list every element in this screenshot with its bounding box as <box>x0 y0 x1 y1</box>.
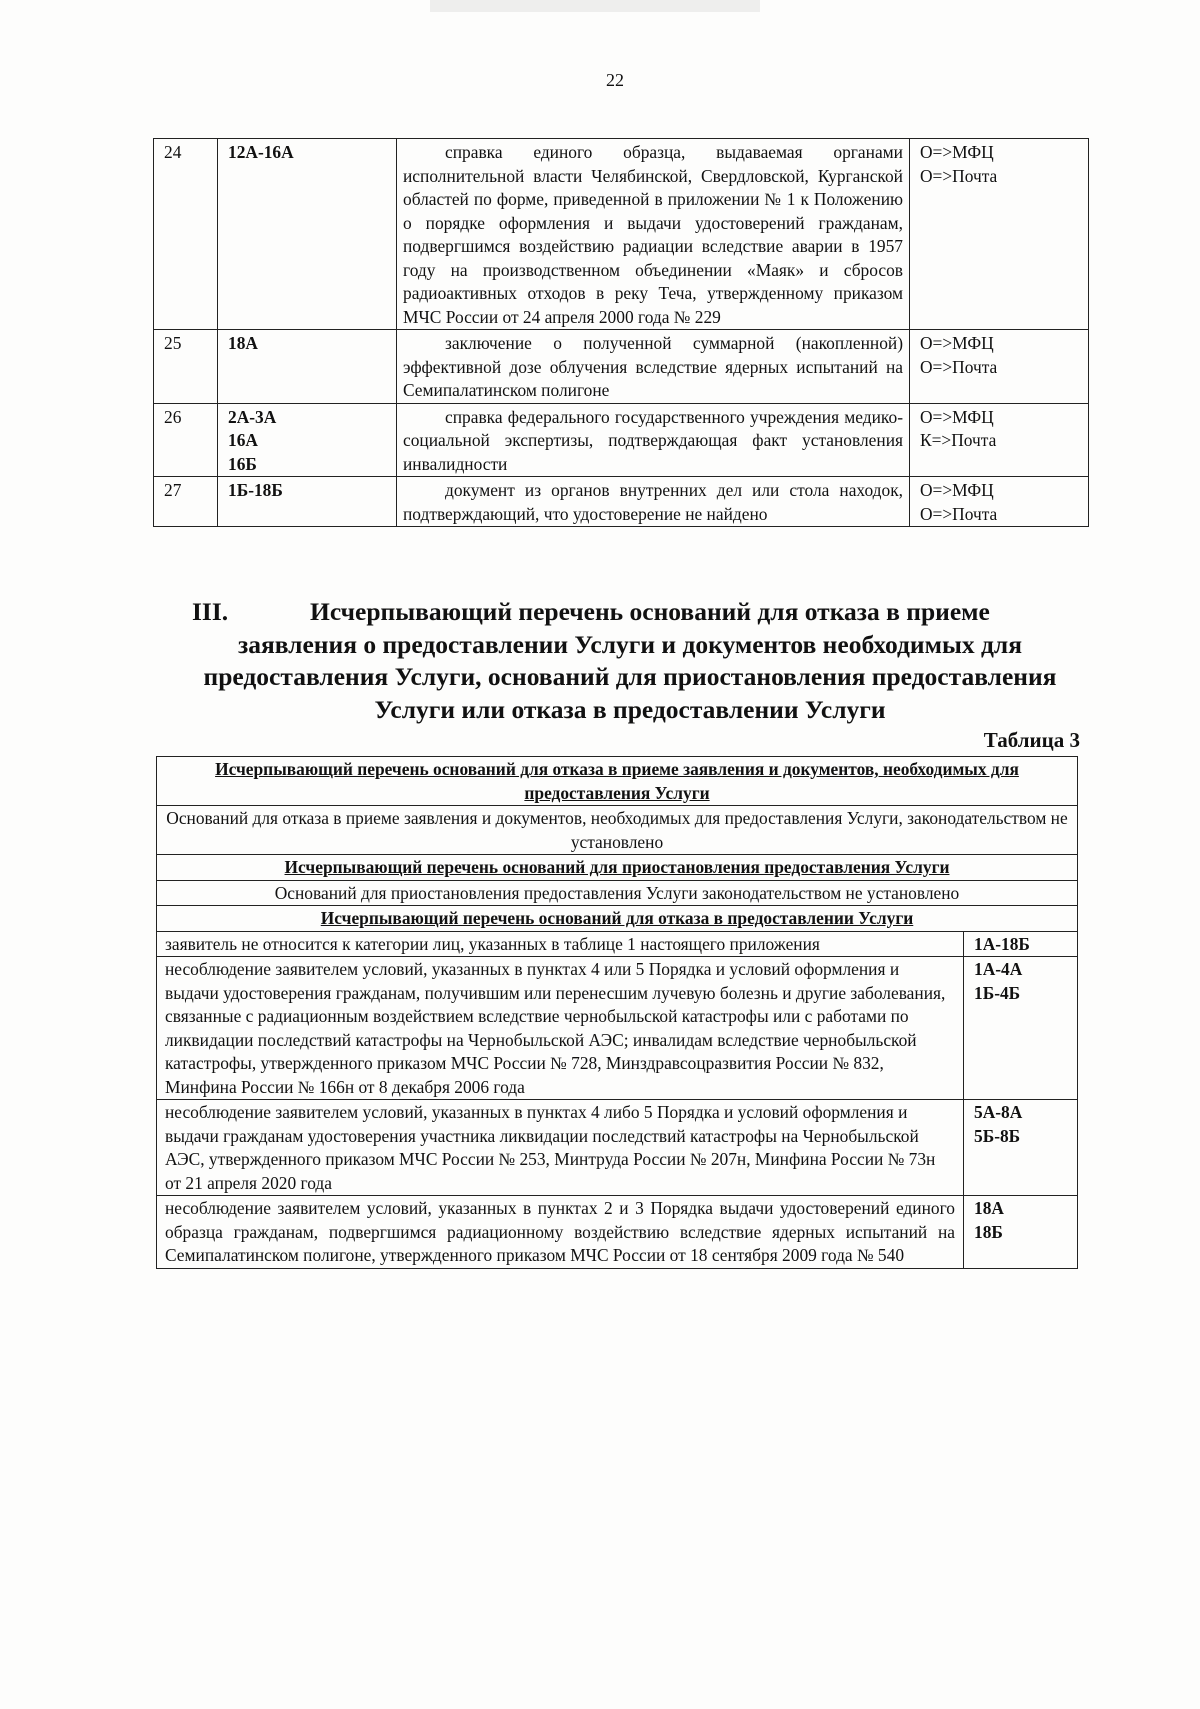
category-codes: 12А-16А <box>218 139 397 330</box>
refusal-reason: несоблюдение заявителем условий, указанных в пунктах 4 или 5 Порядка и условий оформления и выдачи удостоверения гражданам, получившим или перенесшим лучевую болезнь и другие заболевания, связанные с радиационным воздействием вследствие чернобыльской катастрофы или с работами по ликвидации последствий катастрофы на Чернобыльской АЭС; инвалидам вследствие чернобыльской катастрофы, утвержденного приказом МЧС России № 728, Минздравсоцразвития России № 832, Минфина России № 166н от 8 декабря 2006 года <box>157 957 964 1100</box>
section-heading <box>190 596 1070 726</box>
row-number: 26 <box>154 403 218 477</box>
header-refusal-grounds <box>157 906 1078 932</box>
category-codes: 1Б-18Б <box>218 477 397 527</box>
submission-route: О=>МФЦ О=>Почта <box>910 139 1089 330</box>
refusal-codes: 1А-4А 1Б-4Б <box>964 957 1078 1100</box>
row-number: 27 <box>154 477 218 527</box>
category-codes: 2А-3А 16А 16Б <box>218 403 397 477</box>
document-description: справка федерального государственного учреждения медико-социальной экспертизы, подтверждающая факт установления инвалидности <box>397 403 910 477</box>
scan-artifact <box>0 0 1200 12</box>
section-title-line1: Исчерпывающий перечень оснований для отказа в приеме <box>310 597 990 626</box>
document-description: документ из органов внутренних дел или стола находок, подтверждающий, что удостоверение не найдено <box>397 477 910 527</box>
refusal-reason: несоблюдение заявителем условий, указанных в пунктах 4 либо 5 Порядка и условий оформления и выдачи гражданам удостоверения участника ликвидации последствий катастрофы на Чернобыльской АЭС, утвержденного приказом МЧС России № 253, Минтруда России № 207н, Минфина России № 73н от 21 апреля 2020 года <box>157 1100 964 1196</box>
refusal-reason: несоблюдение заявителем условий, указанных в пунктах 2 и 3 Порядка выдачи удостоверений единого образца гражданам, подвергшимся радиационному воздействию вследствие ядерных испытаний на Семипалатинском полигоне, утвержденного приказом МЧС России от 18 сентября 2009 года № 540 <box>157 1196 964 1269</box>
row-number: 25 <box>154 330 218 404</box>
submission-route: О=>МФЦ К=>Почта <box>910 403 1089 477</box>
row-number: 24 <box>154 139 218 330</box>
table-row <box>157 906 1078 932</box>
header-suspension-grounds <box>157 855 1078 881</box>
table-row <box>157 806 1078 855</box>
submission-route: О=>МФЦ О=>Почта <box>910 477 1089 527</box>
document-description: справка единого образца, выдаваемая органами исполнительной власти Челябинской, Свердловской, Курганской областей по форме, приведенной в приложении № 1 к Положению о порядке оформления и выдачи удостоверений гражданам, подвергшимся воздействию радиации вследствие аварии в 1957 году на производственном объединении «Маяк» и сбросов радиоактивных отходов в реку Теча, утвержденному приказом МЧС России от 24 апреля 2000 года № 229 <box>397 139 910 330</box>
section-title-rest: заявления о предоставлении Услуги и документов необходимых для предоставления Услуги, оснований для приостановления предоставления Услуги или отказа в предоставлении Услуги <box>203 629 1057 724</box>
table-row <box>157 931 1078 957</box>
category-codes: 18А <box>218 330 397 404</box>
header-text: Исчерпывающий перечень оснований для отказа в приеме заявления и документов, необходимых для предоставления Услуги <box>215 759 1019 803</box>
note-suspension-grounds: Оснований для приостановления предоставления Услуги законодательством не установлено <box>157 880 1078 906</box>
section-number: III. <box>192 597 229 626</box>
refusal-codes: 5А-8А 5Б-8Б <box>964 1100 1078 1196</box>
refusal-grounds-table <box>156 756 1078 1269</box>
page-number: 22 <box>606 70 624 90</box>
table-row <box>154 477 1089 527</box>
note-reception-grounds: Оснований для отказа в приеме заявления и документов, необходимых для предоставления Услуги, законодательством не установлено <box>157 806 1078 855</box>
header-reception-grounds <box>157 757 1078 806</box>
table-row <box>157 880 1078 906</box>
refusal-codes: 1А-18Б <box>964 931 1078 957</box>
header-text: Исчерпывающий перечень оснований для приостановления предоставления Услуги <box>284 857 950 877</box>
table-row <box>157 957 1078 1100</box>
table-row <box>154 139 1089 330</box>
refusal-codes: 18А 18Б <box>964 1196 1078 1269</box>
table-label: Таблица 3 <box>983 728 1080 752</box>
header-text: Исчерпывающий перечень оснований для отказа в предоставлении Услуги <box>320 908 914 928</box>
refusal-reason: заявитель не относится к категории лиц, указанных в таблице 1 настоящего приложения <box>157 931 964 957</box>
table-row <box>154 403 1089 477</box>
table-row <box>157 1196 1078 1269</box>
table-row <box>157 855 1078 881</box>
documents-table-continuation <box>153 138 1089 527</box>
table-row <box>154 330 1089 404</box>
table-row <box>157 757 1078 806</box>
table-row <box>157 1100 1078 1196</box>
document-description: заключение о полученной суммарной (накопленной) эффективной дозе облучения вследствие ядерных испытаний на Семипалатинском полигоне <box>397 330 910 404</box>
submission-route: О=>МФЦ О=>Почта <box>910 330 1089 404</box>
